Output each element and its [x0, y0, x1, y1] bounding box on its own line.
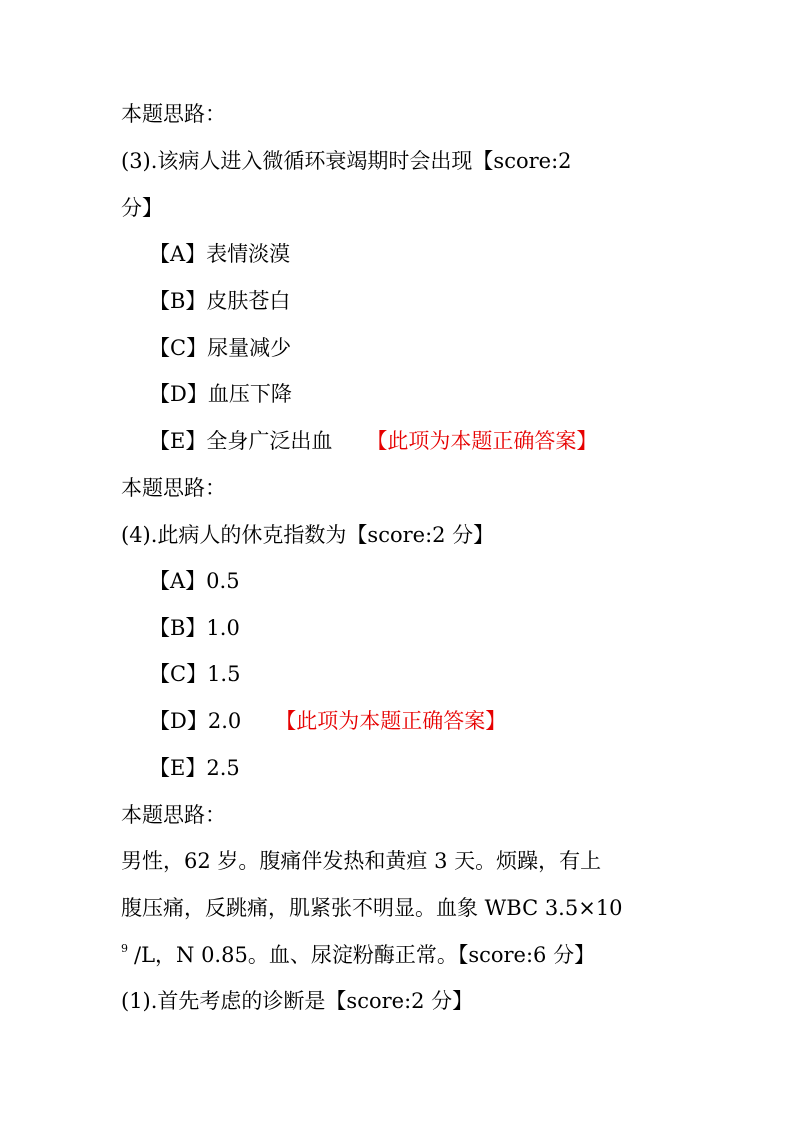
- question-3-option-b: 【B】皮肤苍白: [149, 289, 291, 313]
- question-3-option-a: 【A】表情淡漠: [149, 242, 291, 266]
- question-3-option-d: 【D】血压下降: [149, 382, 292, 406]
- question-3-option-e: 【E】全身广泛出血: [149, 429, 333, 453]
- case-text-line3-body: /L，N 0.85。血、尿淀粉酶正常。【score:6 分】: [134, 943, 596, 967]
- case-text-line1: 男性，62 岁。腹痛伴发热和黄疸 3 天。烦躁，有上: [121, 849, 602, 873]
- question-4-option-d-row: [149, 707, 506, 735]
- question-4-option-b: 【B】1.0: [149, 616, 240, 640]
- question-4-option-d: 【D】2.0: [149, 709, 242, 733]
- question-4-option-e: 【E】2.5: [149, 756, 240, 780]
- case-text-line3: [121, 941, 595, 973]
- case-text-line2: 腹压痛，反跳痛，肌紧张不明显。血象 WBC 3.5×10: [121, 896, 623, 920]
- question-3-option-e-row: [149, 427, 597, 455]
- question-1-stem: (1).首先考虑的诊断是【score:2 分】: [121, 989, 474, 1013]
- thinking-label: 本题思路：: [121, 476, 226, 500]
- thinking-label: 本题思路：: [121, 803, 226, 827]
- question-3-option-c: 【C】尿量减少: [149, 336, 292, 360]
- question-4-stem: (4).此病人的休克指数为【score:2 分】: [121, 523, 495, 547]
- thinking-label: 本题思路：: [121, 102, 226, 126]
- exponent-superscript: 9: [121, 942, 128, 955]
- correct-answer-mark: 【此项为本题正确答案】: [366, 429, 598, 453]
- question-3-stem-line1: (3).该病人进入微循环衰竭期时会出现【score:2: [121, 149, 572, 173]
- question-3-stem-line2: 分】: [121, 196, 163, 220]
- question-4-option-a: 【A】0.5: [149, 569, 240, 593]
- correct-answer-mark: 【此项为本题正确答案】: [275, 709, 507, 733]
- question-4-option-c: 【C】1.5: [149, 662, 241, 686]
